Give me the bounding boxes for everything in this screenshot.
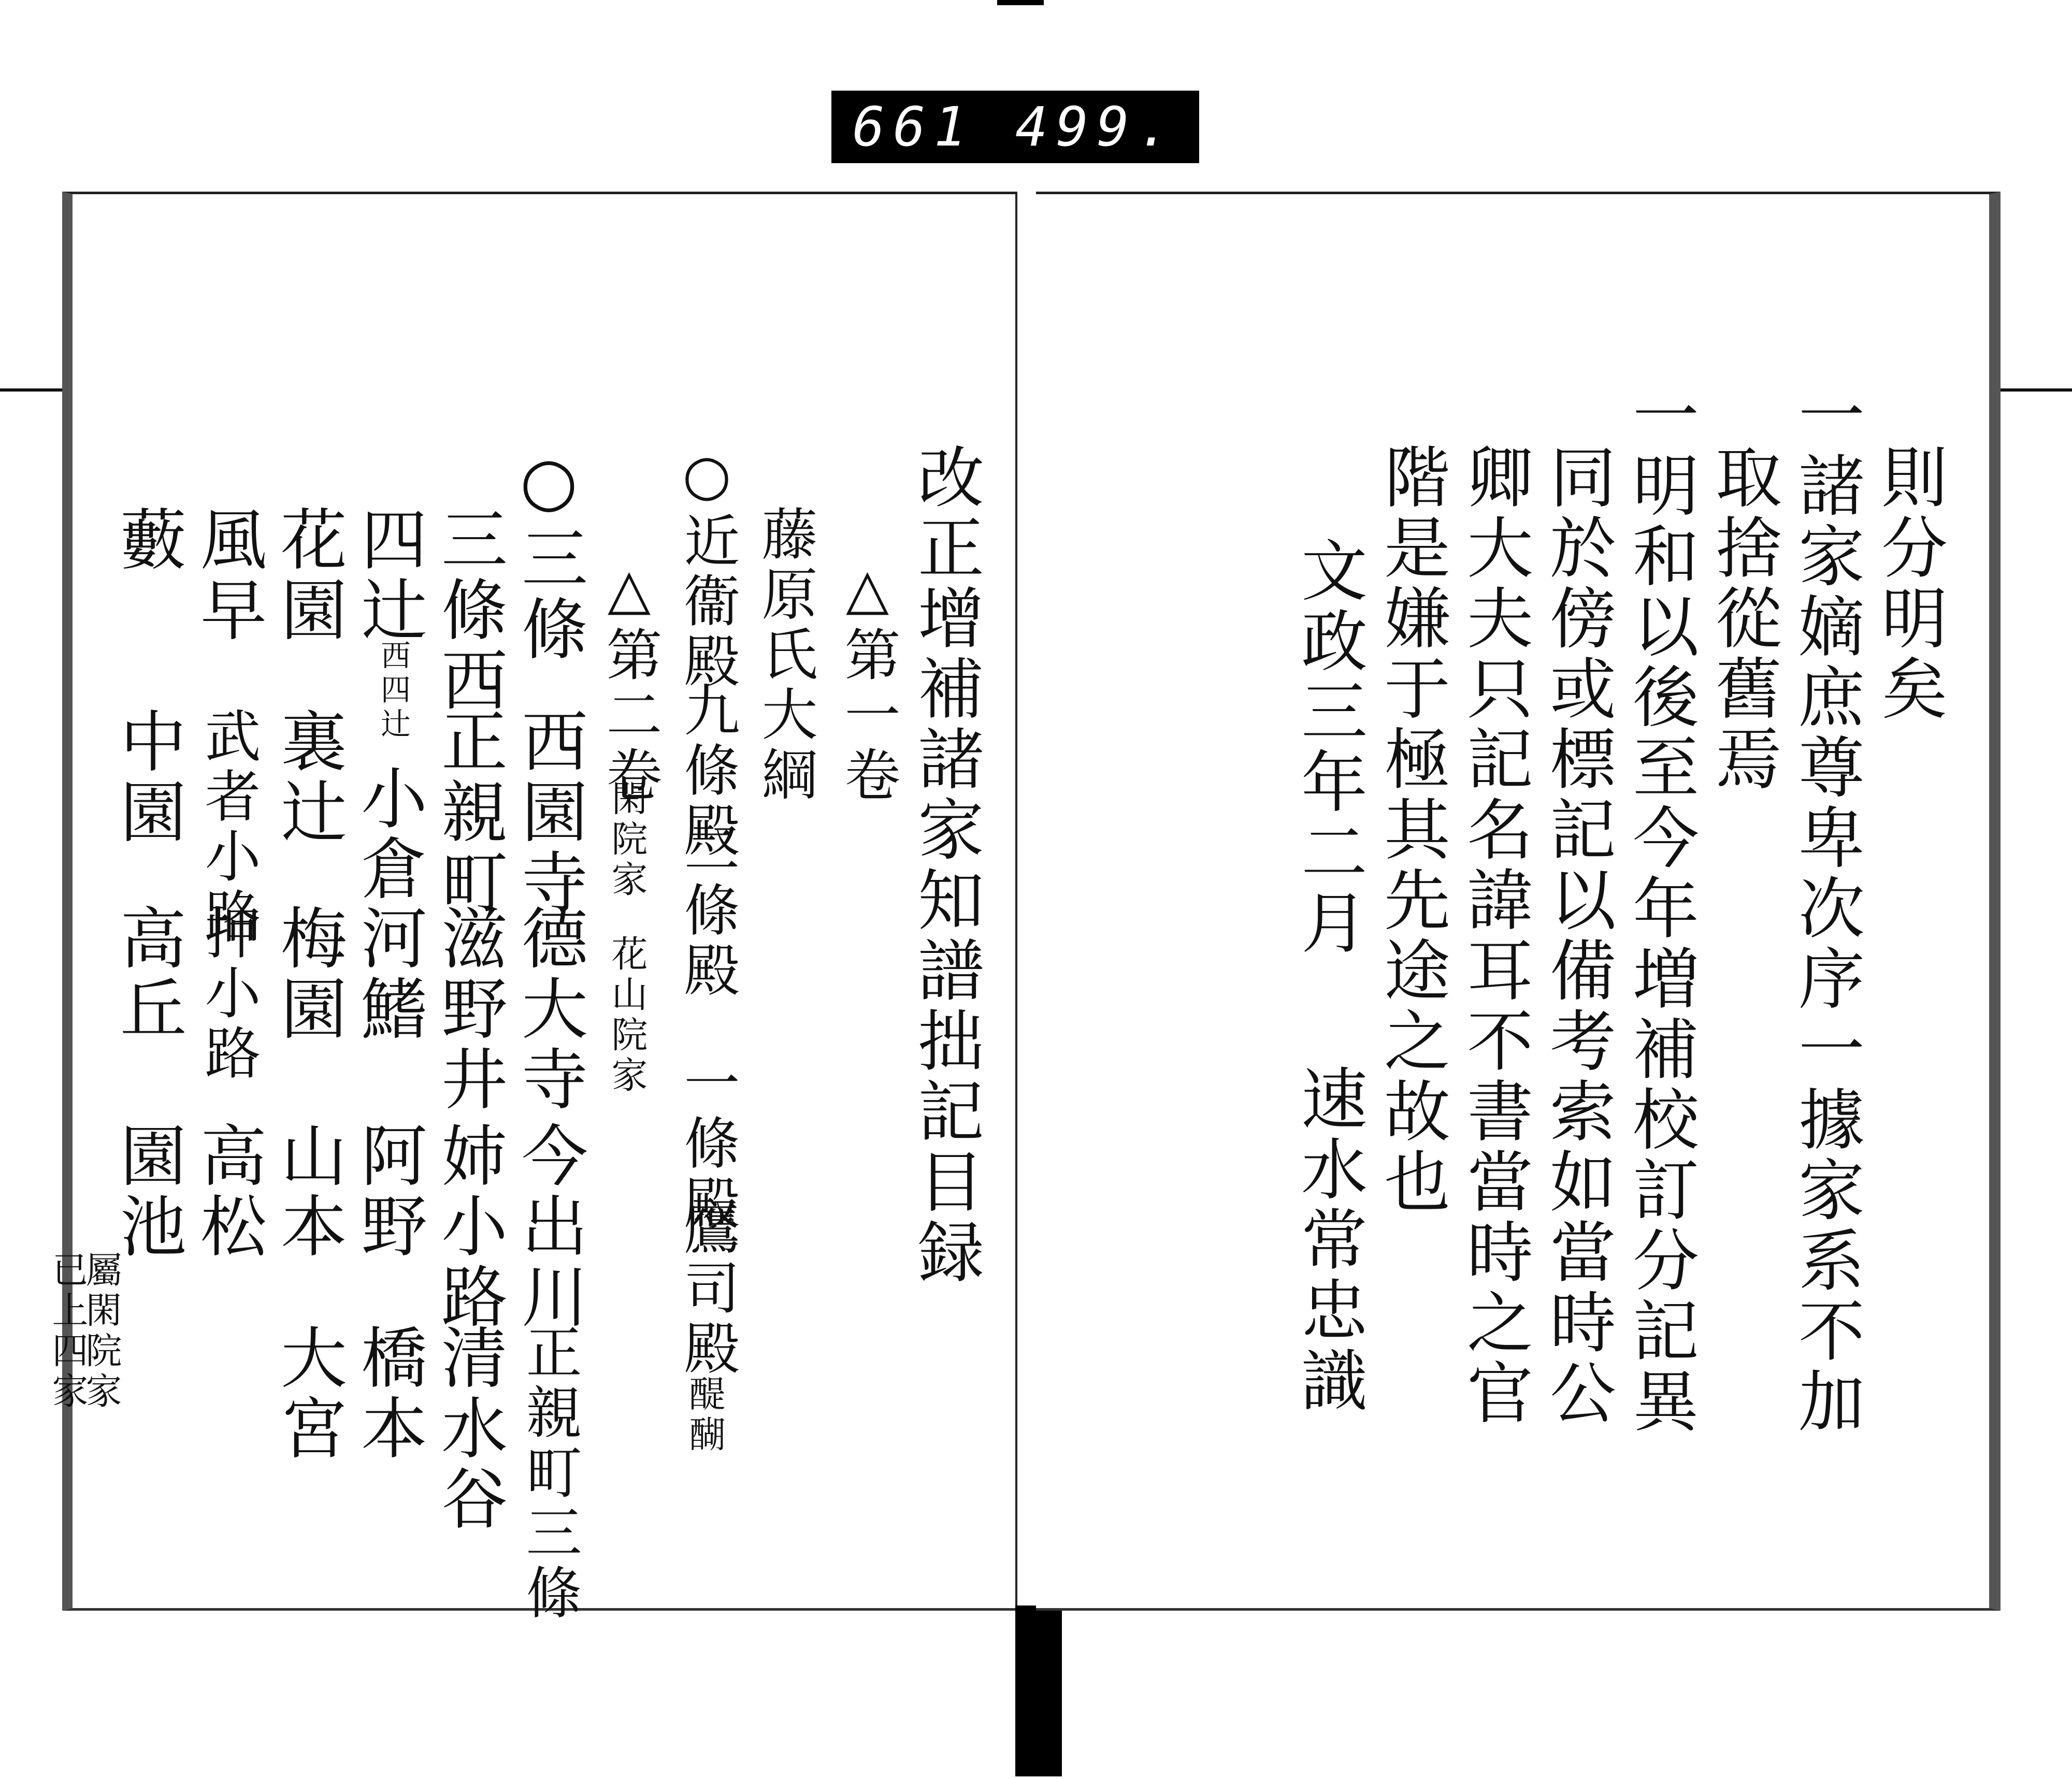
toc-entry: 裏辻 — [269, 707, 347, 848]
toc-title: 改正增補諸家知譜拙記目録 — [906, 443, 984, 1288]
toc-entry: 西園寺 — [510, 707, 587, 918]
scanner-top-mark — [997, 0, 1044, 5]
toc-entry: 正親町三條 — [516, 1323, 581, 1624]
toc-entry: 鷹司殿 — [674, 1199, 739, 1379]
clip-line-left — [0, 388, 73, 392]
toc-entry: ○三條 — [510, 443, 587, 665]
toc-entry: 武者小路 — [195, 707, 260, 947]
left-page — [46, 192, 1026, 1624]
toc-entry: 花園 — [269, 505, 347, 646]
toc-entry-note: 屬閑院家 — [80, 1251, 122, 1412]
toc-entry: 今出川 — [510, 1121, 587, 1333]
clip-line-right — [1989, 388, 2072, 392]
vol2-note: 閑院家 — [606, 779, 648, 901]
toc-entry: 德大寺 — [510, 904, 587, 1115]
toc-entry: ○近衞殿 — [674, 443, 739, 692]
toc-entry: 大宮 — [269, 1323, 347, 1464]
preface-line: 則分明矣 — [1870, 443, 1947, 725]
preface-line: 一明和以後至今年増補校訂分記異 — [1621, 381, 1699, 1437]
fujiwara-heading: 藤原氏大綱 — [752, 505, 817, 805]
preface-line: 階是嫌于極其先途之故也 — [1373, 443, 1450, 1218]
toc-entry-note: 已上四家 — [46, 1251, 89, 1412]
preface-signature: 速水常忠識 — [1290, 1064, 1367, 1416]
toc-entry: 清水谷 — [430, 1323, 507, 1535]
toc-entry: 正親町 — [430, 707, 507, 918]
toc-entry: 高丘 — [109, 904, 186, 1045]
vol2-heading: △第二卷 — [597, 557, 661, 806]
toc-entry: 九條殿 — [674, 681, 739, 861]
scan-id-label: 661 499. — [831, 91, 1199, 163]
preface-line: 同於傍或標記以備考索如當時公 — [1538, 443, 1616, 1429]
toc-entry-note: 西四辻 — [376, 640, 411, 742]
toc-entry: 梅園 — [269, 904, 347, 1045]
preface-line: 取捨從舊焉 — [1704, 443, 1781, 795]
toc-entry: 三條西 — [430, 505, 507, 716]
toc-entry: 高松 — [189, 1121, 266, 1262]
toc-entry: 醍醐 — [683, 1375, 726, 1456]
toc-entry: 一條殿 — [674, 1054, 739, 1234]
vol2-note: 花山院家 — [606, 935, 648, 1096]
preface-line: 卿大夫只記名諱耳不書當時之官 — [1456, 443, 1533, 1429]
toc-entry: 中園 — [109, 707, 186, 848]
preface-date: 文政三年二月 — [1290, 536, 1367, 959]
toc-entry: 橋本 — [350, 1323, 427, 1464]
toc-entry: 姉小路 — [430, 1121, 507, 1333]
toc-entry: 河鰭 — [350, 904, 427, 1045]
toc-entry: 風早 — [189, 505, 266, 646]
vol1-heading: △第一卷 — [835, 557, 900, 806]
toc-entry: 小倉 — [350, 764, 427, 905]
toc-entry: 藪 — [109, 505, 186, 575]
toc-entry: 園池 — [109, 1121, 186, 1262]
right-page — [1036, 192, 2001, 1611]
toc-entry: 山本 — [269, 1121, 347, 1262]
toc-entry: 二條殿 — [674, 821, 739, 1001]
toc-entry: 四辻 — [350, 505, 427, 646]
spine-clip — [1015, 1606, 1062, 1776]
open-book — [46, 192, 1989, 1624]
toc-entry: 押小路 — [195, 904, 260, 1084]
toc-entry: 阿野 — [350, 1121, 427, 1262]
toc-entry: 滋野井 — [430, 904, 507, 1115]
preface-line: 一諸家嫡庶尊卑次序一據家系不加 — [1787, 381, 1864, 1437]
